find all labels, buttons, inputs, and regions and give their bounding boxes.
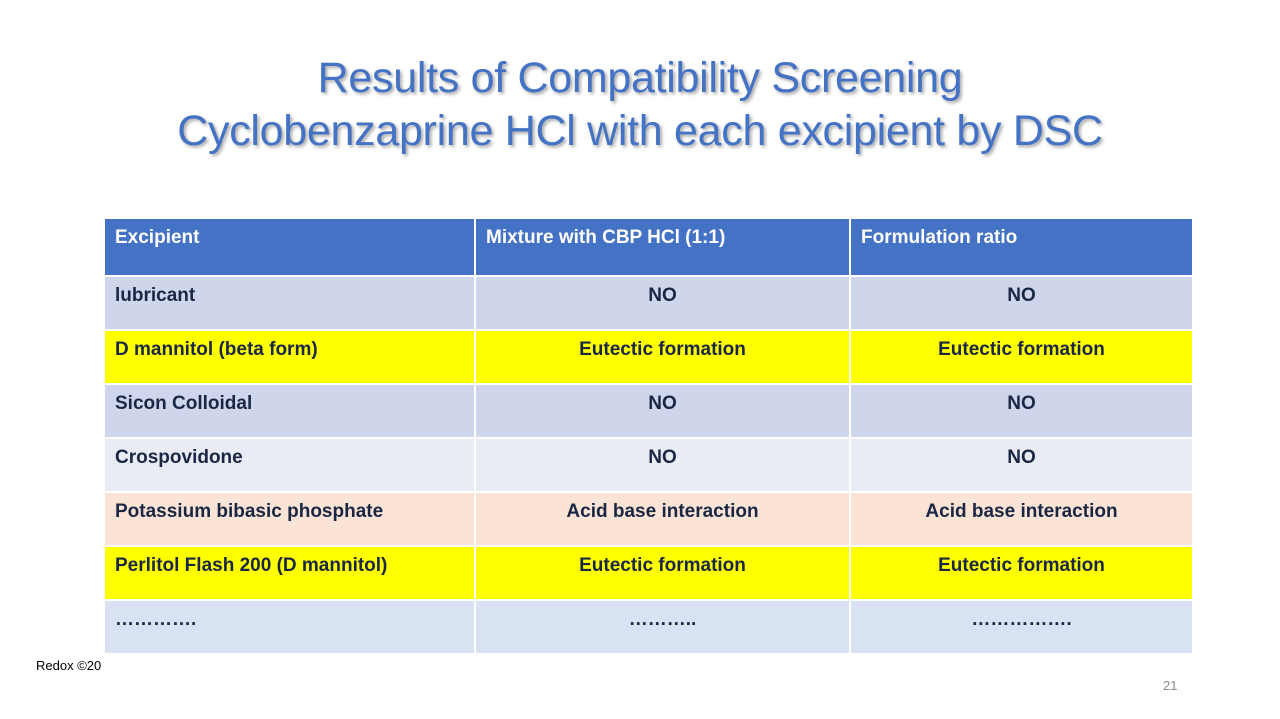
cell-formulation: Eutectic formation [850, 546, 1193, 600]
cell-excipient: Crospovidone [104, 438, 475, 492]
header-mixture: Mixture with CBP HCl (1:1) [475, 218, 850, 276]
cell-mixture: NO [475, 438, 850, 492]
cell-mixture: ……….. [475, 600, 850, 654]
table-row [104, 600, 1193, 654]
cell-formulation: ……………. [850, 600, 1193, 654]
cell-mixture: Eutectic formation [475, 546, 850, 600]
table-row [104, 546, 1193, 600]
cell-mixture: NO [475, 276, 850, 330]
title-line-1: Results of Compatibility Screening [317, 54, 963, 102]
cell-mixture: NO [475, 384, 850, 438]
table-row [104, 384, 1193, 438]
title-line-2: Cyclobenzaprine HCl with each excipient by DSC [177, 107, 1103, 155]
footer-copyright: Redox ©20 [36, 658, 102, 673]
cell-formulation: NO [850, 276, 1193, 330]
cell-formulation: Acid base interaction [850, 492, 1193, 546]
cell-excipient: Perlitol Flash 200 (D mannitol) [104, 546, 475, 600]
cell-mixture: Eutectic formation [475, 330, 850, 384]
table-row [104, 276, 1193, 330]
table-row [104, 330, 1193, 384]
slide-title [0, 52, 1280, 158]
cell-excipient: Sicon Colloidal [104, 384, 475, 438]
cell-excipient: …………. [104, 600, 475, 654]
slide-number: 21 [1163, 678, 1178, 693]
cell-mixture: Acid base interaction [475, 492, 850, 546]
table-row [104, 438, 1193, 492]
cell-formulation: NO [850, 438, 1193, 492]
compatibility-table [103, 217, 1194, 655]
cell-excipient: D mannitol (beta form) [104, 330, 475, 384]
cell-excipient: Potassium bibasic phosphate [104, 492, 475, 546]
table-header-row [104, 218, 1193, 276]
table-row [104, 492, 1193, 546]
cell-formulation: Eutectic formation [850, 330, 1193, 384]
cell-formulation: NO [850, 384, 1193, 438]
header-excipient: Excipient [104, 218, 475, 276]
header-formulation-ratio: Formulation ratio [850, 218, 1193, 276]
cell-excipient: lubricant [104, 276, 475, 330]
